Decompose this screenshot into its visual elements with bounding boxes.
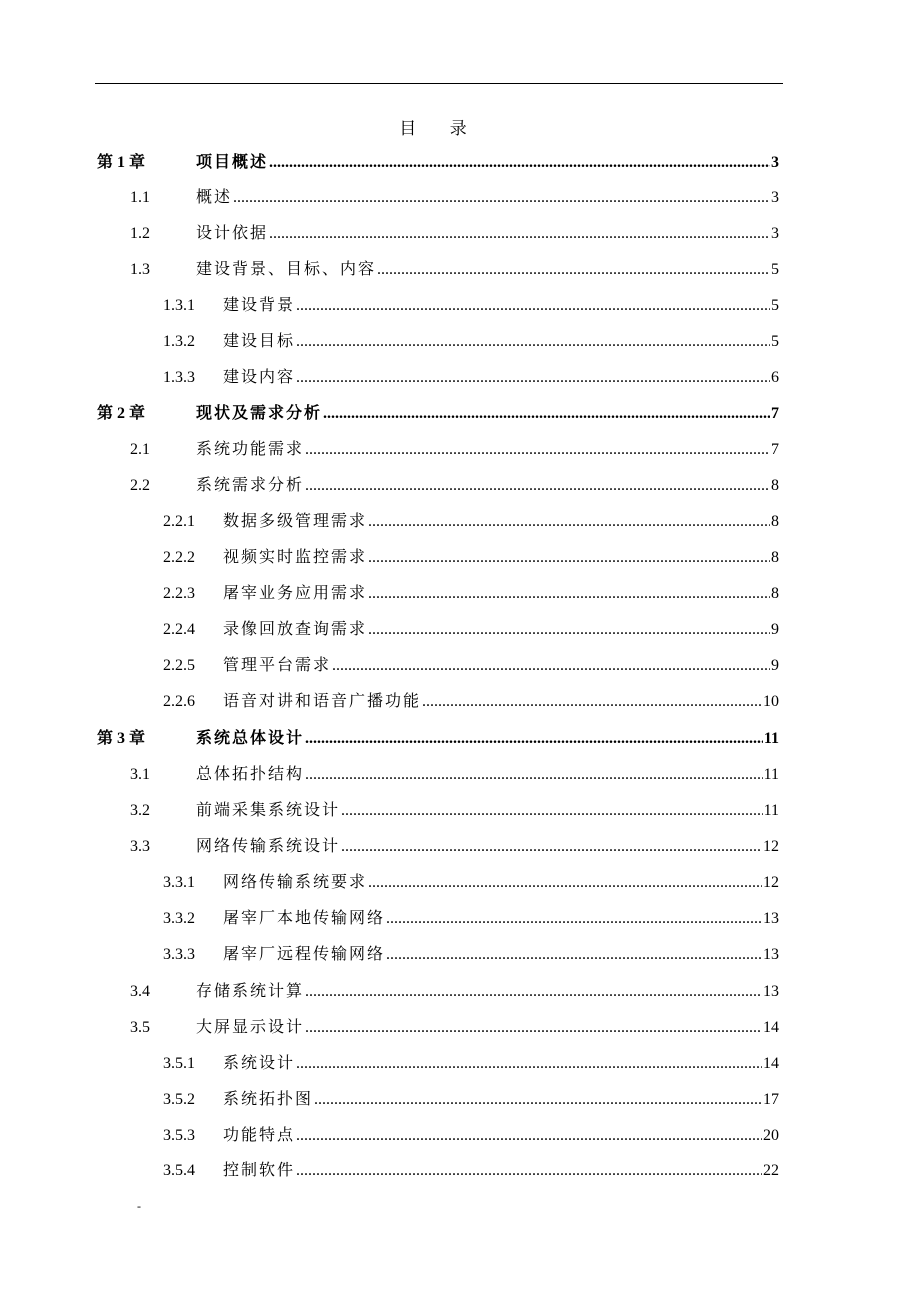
- toc-entry[interactable]: [163, 329, 779, 353]
- toc-entry-number: 3.5.2: [163, 1091, 195, 1108]
- toc-entry-title: 系统拓扑图: [223, 1089, 314, 1108]
- toc-entry-page: 3: [771, 189, 779, 206]
- toc-entry-number: 2.2.6: [163, 693, 195, 710]
- toc-leader-dots: [305, 438, 770, 462]
- toc-title: 目 录: [399, 119, 481, 139]
- toc-entry[interactable]: [130, 979, 779, 1003]
- toc-leader-dots: [314, 1088, 762, 1112]
- header-rule: [95, 83, 783, 84]
- toc-leader-dots: [296, 1159, 762, 1183]
- toc-entry[interactable]: [163, 1087, 779, 1111]
- toc-entry-page: 13: [763, 946, 779, 963]
- toc-entry-number: 1.3.2: [163, 333, 195, 350]
- toc-leader-dots: [305, 1016, 762, 1040]
- toc-entry-title: 建设背景: [223, 295, 296, 314]
- toc-entry-title: 管理平台需求: [223, 655, 332, 674]
- toc-entry-number: 1.3.1: [163, 297, 195, 314]
- toc-entry[interactable]: [130, 221, 779, 245]
- toc-entry-title: 屠宰业务应用需求: [223, 583, 368, 602]
- toc-entry-number: 2.2.5: [163, 657, 195, 674]
- toc-entry-page: 11: [763, 766, 779, 783]
- toc-entry-number: 3.3.1: [163, 874, 195, 891]
- toc-leader-dots: [368, 582, 770, 606]
- toc-entry[interactable]: [163, 906, 779, 930]
- toc-entry-title: 建设内容: [223, 367, 296, 386]
- toc-entry-title: 前端采集系统设计: [196, 800, 341, 819]
- toc-leader-dots: [368, 871, 762, 895]
- toc-entry-page: 13: [763, 983, 779, 1000]
- toc-entry-page: 12: [763, 874, 779, 891]
- toc-entry-title: 项目概述: [196, 152, 269, 171]
- toc-entry-number: 2.2: [130, 477, 150, 494]
- toc-entry[interactable]: [130, 185, 779, 209]
- toc-entry-number: 3.3: [130, 838, 150, 855]
- toc-entry-page: 20: [763, 1127, 779, 1144]
- toc-entry-title: 系统功能需求: [196, 439, 305, 458]
- toc-entry-title: 大屏显示设计: [196, 1017, 305, 1036]
- toc-entry-title: 录像回放查询需求: [223, 619, 368, 638]
- toc-leader-dots: [233, 186, 770, 210]
- toc-entry-number: 3.2: [130, 802, 150, 819]
- toc-entry-page: 9: [771, 621, 779, 638]
- toc-leader-dots: [305, 763, 763, 787]
- toc-entry-page: 5: [771, 333, 779, 350]
- toc-entry-number: 3.5.3: [163, 1127, 195, 1144]
- toc-entry-page: 14: [763, 1055, 779, 1072]
- toc-entry-number: 1.2: [130, 225, 150, 242]
- toc-entry-title: 功能特点: [223, 1125, 296, 1144]
- toc-entry[interactable]: [163, 365, 779, 389]
- toc-entry-title: 总体拓扑结构: [196, 764, 305, 783]
- toc-leader-dots: [341, 799, 763, 823]
- toc-entry-title: 网络传输系统设计: [196, 836, 341, 855]
- toc-leader-dots: [386, 943, 762, 967]
- toc-entry[interactable]: [163, 581, 779, 605]
- toc-entry-title: 设计依据: [196, 223, 269, 242]
- toc-entry-title: 视频实时监控需求: [223, 547, 368, 566]
- toc-entry-number: 1.3: [130, 261, 150, 278]
- toc-entry-title: 屠宰厂本地传输网络: [223, 908, 386, 927]
- footer-mark: -: [137, 1199, 141, 1213]
- toc-entry-number: 3.5.1: [163, 1055, 195, 1072]
- toc-chapter-entry[interactable]: [97, 726, 779, 750]
- toc-entry-number: 3.1: [130, 766, 150, 783]
- toc-leader-dots: [305, 727, 763, 751]
- toc-entry-title: 网络传输系统要求: [223, 872, 368, 891]
- toc-entry[interactable]: [163, 870, 779, 894]
- toc-entry[interactable]: [163, 1158, 779, 1182]
- toc-entry[interactable]: [130, 762, 779, 786]
- toc-entry-page: 22: [763, 1162, 779, 1179]
- toc-entry[interactable]: [130, 437, 779, 461]
- toc-entry-number: 3.4: [130, 983, 150, 1000]
- toc-entry[interactable]: [130, 1015, 779, 1039]
- toc-leader-dots: [269, 222, 770, 246]
- toc-entry-page: 3: [771, 225, 779, 242]
- toc-entry-title: 屠宰厂远程传输网络: [223, 944, 386, 963]
- toc-leader-dots: [368, 546, 770, 570]
- toc-entry[interactable]: [163, 653, 779, 677]
- toc-entry-page: 11: [763, 730, 779, 747]
- toc-entry-number: 3.5: [130, 1019, 150, 1036]
- toc-entry-page: 7: [771, 441, 779, 458]
- toc-leader-dots: [323, 402, 770, 426]
- toc-entry-title: 现状及需求分析: [196, 403, 323, 422]
- toc-leader-dots: [296, 1124, 762, 1148]
- toc-entry-page: 6: [771, 369, 779, 386]
- toc-entry[interactable]: [130, 257, 779, 281]
- toc-entry-page: 8: [771, 513, 779, 530]
- toc-entry-page: 5: [771, 297, 779, 314]
- toc-entry[interactable]: [163, 293, 779, 317]
- toc-entry-number: 1.1: [130, 189, 150, 206]
- toc-leader-dots: [296, 1052, 762, 1076]
- toc-entry-page: 14: [763, 1019, 779, 1036]
- toc-leader-dots: [332, 654, 770, 678]
- toc-leader-dots: [296, 294, 770, 318]
- toc-entry-title: 数据多级管理需求: [223, 511, 368, 530]
- toc-leader-dots: [296, 330, 770, 354]
- toc-entry-page: 5: [771, 261, 779, 278]
- toc-entry[interactable]: [163, 1051, 779, 1075]
- toc-entry-page: 9: [771, 657, 779, 674]
- toc-entry[interactable]: [163, 689, 779, 713]
- toc-entry-title: 系统总体设计: [196, 728, 305, 747]
- toc-leader-dots: [269, 151, 770, 175]
- toc-entry-number: 2.2.3: [163, 585, 195, 602]
- toc-entry-number: 3.5.4: [163, 1162, 195, 1179]
- toc-entry-title: 建设背景、目标、内容: [196, 259, 377, 278]
- toc-entry[interactable]: [130, 798, 779, 822]
- toc-entry[interactable]: [163, 942, 779, 966]
- toc-entry-page: 10: [763, 693, 779, 710]
- toc-leader-dots: [422, 690, 762, 714]
- toc-leader-dots: [386, 907, 762, 931]
- toc-entry-number: 第 2 章: [97, 405, 146, 422]
- toc-entry-title: 语音对讲和语音广播功能: [223, 691, 422, 710]
- toc-entry-title: 建设目标: [223, 331, 296, 350]
- toc-leader-dots: [368, 618, 770, 642]
- toc-entry[interactable]: [163, 617, 779, 641]
- toc-leader-dots: [296, 366, 770, 390]
- toc-leader-dots: [368, 510, 770, 534]
- toc-entry-number: 3.3.3: [163, 946, 195, 963]
- toc-entry-page: 12: [763, 838, 779, 855]
- toc-entry[interactable]: [130, 834, 779, 858]
- toc-chapter-entry[interactable]: [97, 150, 779, 174]
- toc-entry-number: 第 3 章: [97, 730, 146, 747]
- toc-entry-page: 13: [763, 910, 779, 927]
- toc-entry-page: 11: [763, 802, 779, 819]
- toc-leader-dots: [305, 474, 770, 498]
- toc-entry[interactable]: [163, 509, 779, 533]
- toc-entry-number: 第 1 章: [97, 154, 146, 171]
- toc-entry-number: 2.2.4: [163, 621, 195, 638]
- toc-entry[interactable]: [163, 1123, 779, 1147]
- toc-entry-number: 2.2.2: [163, 549, 195, 566]
- toc-entry-number: 2.2.1: [163, 513, 195, 530]
- toc-leader-dots: [377, 258, 770, 282]
- toc-entry-title: 系统设计: [223, 1053, 296, 1072]
- toc-entry-number: 3.3.2: [163, 910, 195, 927]
- toc-entry-title: 概述: [196, 187, 233, 206]
- toc-chapter-entry[interactable]: [97, 401, 779, 425]
- toc-entry-page: 8: [771, 549, 779, 566]
- toc-entry-page: 3: [771, 154, 779, 171]
- toc-leader-dots: [305, 980, 762, 1004]
- toc-entry-title: 控制软件: [223, 1160, 296, 1179]
- toc-entry-number: 2.1: [130, 441, 150, 458]
- toc-entry-title: 存储系统计算: [196, 981, 305, 1000]
- toc-entry-page: 7: [771, 405, 779, 422]
- toc-entry-title: 系统需求分析: [196, 475, 305, 494]
- toc-leader-dots: [341, 835, 762, 859]
- toc-entry-page: 17: [763, 1091, 779, 1108]
- toc-entry[interactable]: [163, 545, 779, 569]
- toc-entry[interactable]: [130, 473, 779, 497]
- toc-entry-number: 1.3.3: [163, 369, 195, 386]
- toc-entry-page: 8: [771, 585, 779, 602]
- toc-entry-page: 8: [771, 477, 779, 494]
